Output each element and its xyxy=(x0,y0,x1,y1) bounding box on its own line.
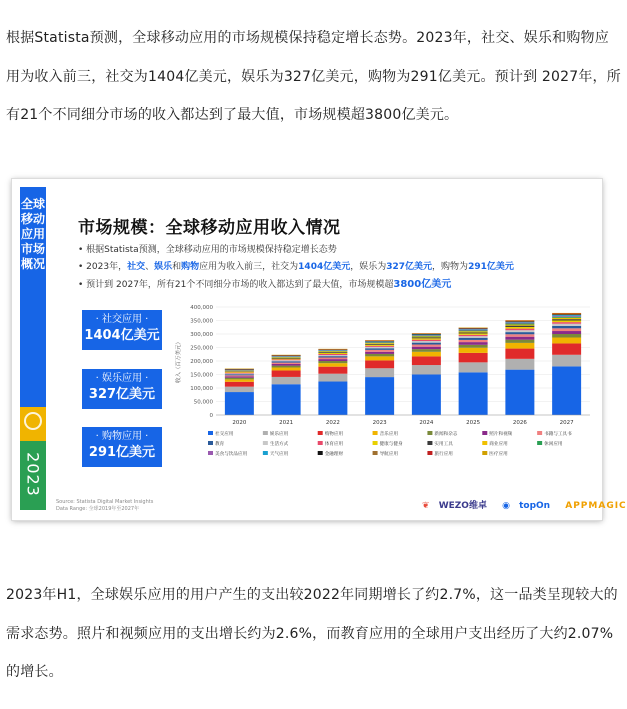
bar-segment xyxy=(505,323,534,324)
y-tick-label: 250,000 xyxy=(190,345,213,352)
bar-segment xyxy=(225,376,254,377)
x-tick-label: 2023 xyxy=(372,420,387,426)
bar-segment xyxy=(365,360,394,368)
y-tick-label: 300,000 xyxy=(190,332,213,338)
legend-label: 照片和视频 xyxy=(489,432,513,437)
bar-segment xyxy=(505,327,534,329)
bar-segment xyxy=(412,375,441,416)
y-axis-label: 收入（百万美元） xyxy=(176,338,182,384)
x-tick-label: 2020 xyxy=(232,420,247,426)
closing-paragraph: 2023年H1，全球娱乐应用的用户产生的支出较2022年同期增长了约2.7%，这一品类呈现较大的需求态势。照片和视频应用的支出增长约为2.6%，而教育应用的全球用户支出经历了大约2.07%的增长。 xyxy=(6,587,618,680)
revenue-stacked-bar-chart xyxy=(172,303,596,475)
bar-segment xyxy=(318,351,347,352)
bar-segment xyxy=(459,332,488,333)
legend-swatch xyxy=(318,451,323,455)
topon-mark-icon: ◉ xyxy=(502,501,510,511)
sidebar-title: 全球移动应用市场概况 xyxy=(20,197,45,271)
bar-segment xyxy=(365,343,394,344)
bar-segment xyxy=(225,378,254,380)
topon-logo: ◉ topOn xyxy=(502,501,551,511)
stat-card-entertainment xyxy=(82,369,162,409)
bar-segment xyxy=(225,375,254,376)
legend-label: 美食与饮品应用 xyxy=(215,452,248,457)
bar-segment xyxy=(505,337,534,340)
bar-segment xyxy=(505,330,534,332)
bullet-2-value-1: 1404亿美元 xyxy=(298,262,351,272)
bar-segment xyxy=(225,371,254,372)
bar-segment xyxy=(318,359,347,361)
legend-swatch xyxy=(482,451,487,455)
bar-segment xyxy=(552,343,581,354)
legend-label: 生活方式 xyxy=(269,442,289,447)
legend-label: 新闻和杂志 xyxy=(434,432,458,437)
ring-icon xyxy=(24,412,42,430)
bar-segment xyxy=(365,348,394,350)
y-tick-label: 400,000 xyxy=(190,305,213,311)
bar-segment xyxy=(365,377,394,415)
bar-segment xyxy=(459,342,488,345)
stat-label: · 社交应用 · xyxy=(95,314,149,325)
bar-segment xyxy=(318,357,347,359)
bullet-2-sep: 、 xyxy=(145,262,155,272)
y-tick-label: 200,000 xyxy=(190,359,213,365)
bar-segment xyxy=(505,334,534,336)
bar-segment xyxy=(552,338,581,344)
legend-swatch xyxy=(427,441,432,445)
bar-segment xyxy=(272,357,301,358)
bar-segment xyxy=(272,363,301,364)
bar-segment xyxy=(318,355,347,356)
bar-segment xyxy=(225,374,254,375)
legend-label: 导航应用 xyxy=(379,452,398,457)
x-tick-label: 2027 xyxy=(559,420,574,426)
bar-segment xyxy=(412,356,441,365)
legend-label: 商业应用 xyxy=(489,442,508,447)
bar-segment xyxy=(318,351,347,352)
legend-swatch xyxy=(373,431,378,435)
bar-segment xyxy=(412,340,441,341)
intro-paragraph: 根据Statista预测，全球移动应用的市场规模保持稳定增长态势。2023年，社交、娱乐和购物应用为收入前三，社交为1404亿美元，娱乐为327亿美元，购物为291亿美元。预计到 2027年，所有21个不同细分市场的收入都达到了最大值，市场规模超3800亿美元。 xyxy=(6,30,621,123)
bar-segment xyxy=(505,326,534,327)
bar-segment xyxy=(505,340,534,343)
bar-segment xyxy=(412,341,441,343)
wezo-logo: ❦ WEZO维卓 xyxy=(422,501,487,511)
legend-swatch xyxy=(263,431,268,435)
bar-segment xyxy=(365,344,394,345)
stat-card-social xyxy=(82,310,162,350)
bar-segment xyxy=(505,343,534,349)
bar-segment xyxy=(365,350,394,352)
stat-value: 291亿美元 xyxy=(88,445,156,460)
bar-segment xyxy=(552,315,581,316)
legend-label: 购物应用 xyxy=(324,432,344,437)
bullet-2-mid2: ，娱乐为 xyxy=(350,262,387,272)
bar-segment xyxy=(272,367,301,370)
bar-segment xyxy=(552,355,581,367)
appmagic-logo: APPMAGIC xyxy=(565,501,627,511)
bar-segment xyxy=(505,323,534,324)
bar-segment xyxy=(552,326,581,328)
x-tick-label: 2024 xyxy=(419,420,434,426)
wezo-mark-icon: ❦ xyxy=(422,501,430,511)
bar-segment xyxy=(365,347,394,348)
logo-row xyxy=(422,498,627,511)
bar-segment xyxy=(459,329,488,330)
legend-swatch xyxy=(263,441,268,445)
bar-segment xyxy=(459,331,488,332)
bullet-3 xyxy=(78,276,598,294)
bar-segment xyxy=(505,370,534,415)
legend-swatch xyxy=(482,431,487,435)
bar-segment xyxy=(412,343,441,345)
stat-label: · 娱乐应用 · xyxy=(95,373,149,384)
slide-image xyxy=(12,179,627,520)
bar-segment xyxy=(552,318,581,319)
bullet-2-and: 和 xyxy=(172,262,182,272)
bullet-2-prefix: • 2023年， xyxy=(78,262,128,272)
bar-segment xyxy=(412,336,441,337)
bar-segment xyxy=(459,330,488,331)
stat-value: 1404亿美元 xyxy=(84,328,160,343)
bar-segment xyxy=(552,313,581,314)
y-tick-label: 350,000 xyxy=(190,318,213,325)
bar-segment xyxy=(412,337,441,338)
bar-segment xyxy=(318,367,347,374)
bar-segment xyxy=(459,372,488,415)
bar-segment xyxy=(459,340,488,342)
bar-segment xyxy=(552,316,581,317)
legend-swatch xyxy=(208,441,213,445)
bar-segment xyxy=(505,322,534,323)
bar-segment xyxy=(365,346,394,347)
legend-label: 休闲应用 xyxy=(544,442,563,447)
chart-source xyxy=(56,499,153,513)
bar-segment xyxy=(272,359,301,360)
legend-swatch xyxy=(263,451,268,455)
bar-segment xyxy=(225,371,254,372)
bar-segment xyxy=(318,356,347,357)
bar-segment xyxy=(365,345,394,346)
bullet-2-value-3: 291亿美元 xyxy=(468,262,514,272)
stat-card-shopping xyxy=(82,427,162,467)
legend-swatch xyxy=(537,441,542,445)
legend-swatch xyxy=(373,441,378,445)
sidebar-yellow-block xyxy=(20,407,46,441)
bar-segment xyxy=(552,324,581,326)
bar-segment xyxy=(272,361,301,362)
bar-segment xyxy=(505,322,534,323)
data-range-line: Data Range: 全球2019年至2027年 xyxy=(56,506,140,512)
bullet-2-mid3: ，购物为 xyxy=(432,262,469,272)
legend-label: 医疗应用 xyxy=(489,452,508,457)
bar-segment xyxy=(459,333,488,334)
bar-segment xyxy=(318,361,347,363)
bar-segment xyxy=(505,332,534,334)
legend-label: 实用工具 xyxy=(434,442,453,447)
bar-segment xyxy=(412,365,441,374)
bar-segment xyxy=(225,382,254,387)
stat-label: · 购物应用 · xyxy=(95,431,149,442)
bar-segment xyxy=(365,354,394,356)
legend-label: 旅行应用 xyxy=(434,452,453,457)
legend-label: 娱乐应用 xyxy=(269,432,289,437)
bar-segment xyxy=(505,349,534,359)
bar-segment xyxy=(272,357,301,358)
bar-segment xyxy=(365,368,394,377)
bar-segment xyxy=(552,317,581,318)
legend-swatch xyxy=(208,431,213,435)
bar-segment xyxy=(272,370,301,376)
x-tick-label: 2026 xyxy=(512,420,527,426)
x-tick-label: 2022 xyxy=(325,420,340,426)
bar-segment xyxy=(365,342,394,343)
legend-swatch xyxy=(373,451,378,455)
bar-segment xyxy=(225,373,254,374)
bar-segment xyxy=(225,373,254,374)
bar-segment xyxy=(318,354,347,355)
y-tick-label: 50,000 xyxy=(193,399,213,406)
bar-segment xyxy=(412,335,441,336)
bar-segment xyxy=(412,347,441,349)
bar-segment xyxy=(365,356,394,360)
legend-swatch xyxy=(427,431,432,435)
legend-label: 健康与健身 xyxy=(379,442,403,447)
bar-segment xyxy=(552,319,581,320)
bullet-2 xyxy=(78,259,598,276)
bullet-1: • 根据Statista预测，全球移动应用的市场规模保持稳定增长态势 xyxy=(78,245,337,255)
bar-segment xyxy=(272,366,301,368)
bar-segment xyxy=(505,321,534,322)
bar-segment xyxy=(505,359,534,370)
sidebar-blue-block xyxy=(20,187,46,407)
bullet-3-value: 3800亿美元 xyxy=(393,279,452,290)
bar-segment xyxy=(459,330,488,331)
x-tick-label: 2021 xyxy=(279,420,294,426)
bar-segment xyxy=(272,377,301,384)
bar-segment xyxy=(412,336,441,337)
bar-segment xyxy=(552,313,581,314)
bar-segment xyxy=(459,362,488,372)
legend-swatch xyxy=(427,451,432,455)
bar-segment xyxy=(552,314,581,315)
x-tick-label: 2025 xyxy=(466,420,481,426)
bar-segment xyxy=(459,336,488,338)
bar-segment xyxy=(272,359,301,360)
bar-segment xyxy=(225,392,254,415)
sidebar-year: 2023 xyxy=(23,452,43,497)
bullet-2-mid: 应用为收入前三，社交为 xyxy=(199,262,299,272)
bar-segment xyxy=(318,363,347,367)
bar-segment xyxy=(272,364,301,366)
bar-segment xyxy=(318,382,347,415)
source-line: Source: Statista Digital Market Insights xyxy=(56,499,154,505)
bar-segment xyxy=(459,338,488,340)
bar-segment xyxy=(552,315,581,316)
bar-segment xyxy=(459,329,488,330)
bar-segment xyxy=(552,334,581,338)
bar-segment xyxy=(459,335,488,336)
bar-segment xyxy=(272,360,301,361)
bar-segment xyxy=(225,379,254,381)
bar-segment xyxy=(505,329,534,331)
stat-value: 327亿美元 xyxy=(88,387,156,402)
bullet-2-value-2: 327亿美元 xyxy=(386,262,433,272)
sidebar-green-block xyxy=(20,441,46,510)
bar-segment xyxy=(365,352,394,354)
bar-segment xyxy=(552,331,581,334)
bar-segment xyxy=(412,338,441,339)
bullet-3-prefix: • 预计到 2027年，所有21个不同细分市场的收入都达到了最大值，市场规模超 xyxy=(78,280,394,290)
bar-segment xyxy=(272,384,301,415)
legend-swatch xyxy=(482,441,487,445)
legend-swatch xyxy=(318,441,323,445)
bar-segment xyxy=(365,342,394,343)
slide-sidebar xyxy=(20,187,46,510)
bar-segment xyxy=(459,348,488,353)
bar-segment xyxy=(272,358,301,359)
bar-segment xyxy=(459,345,488,348)
legend-swatch xyxy=(537,431,542,435)
bar-segment xyxy=(412,352,441,357)
bar-segment xyxy=(412,349,441,352)
bar-segment xyxy=(318,374,347,382)
bar-segment xyxy=(412,345,441,347)
legend-label: 天气应用 xyxy=(269,452,289,457)
bar-segment xyxy=(412,335,441,336)
bar-segment xyxy=(318,353,347,354)
bullet-2-shop: 购物 xyxy=(181,262,200,272)
legend-label: 金融理财 xyxy=(324,452,344,457)
bar-segment xyxy=(505,325,534,326)
y-tick-label: 150,000 xyxy=(190,372,213,379)
y-tick-label: 0 xyxy=(209,413,213,419)
bar-segment xyxy=(225,372,254,373)
bar-segment xyxy=(552,321,581,323)
legend-label: 音乐应用 xyxy=(379,432,398,437)
bar-segment xyxy=(552,366,581,415)
slide-bullets xyxy=(78,242,598,294)
bar-segment xyxy=(552,322,581,324)
legend-label: 书籍与工具书 xyxy=(544,432,572,437)
bar-segment xyxy=(318,352,347,353)
bar-segment xyxy=(552,328,581,331)
legend-label: 社交应用 xyxy=(215,432,234,437)
bar-segment xyxy=(225,387,254,392)
bar-segment xyxy=(459,353,488,362)
legend-swatch xyxy=(208,451,213,455)
legend-swatch xyxy=(318,431,323,435)
bullet-2-social: 社交 xyxy=(127,262,146,272)
legend-label: 体育应用 xyxy=(324,442,344,447)
legend-label: 教育 xyxy=(215,442,225,447)
bullet-2-ent: 娱乐 xyxy=(154,262,173,272)
y-tick-label: 100,000 xyxy=(190,386,213,392)
slide-title: 市场规模：全球移动应用收入情况 xyxy=(78,218,341,238)
